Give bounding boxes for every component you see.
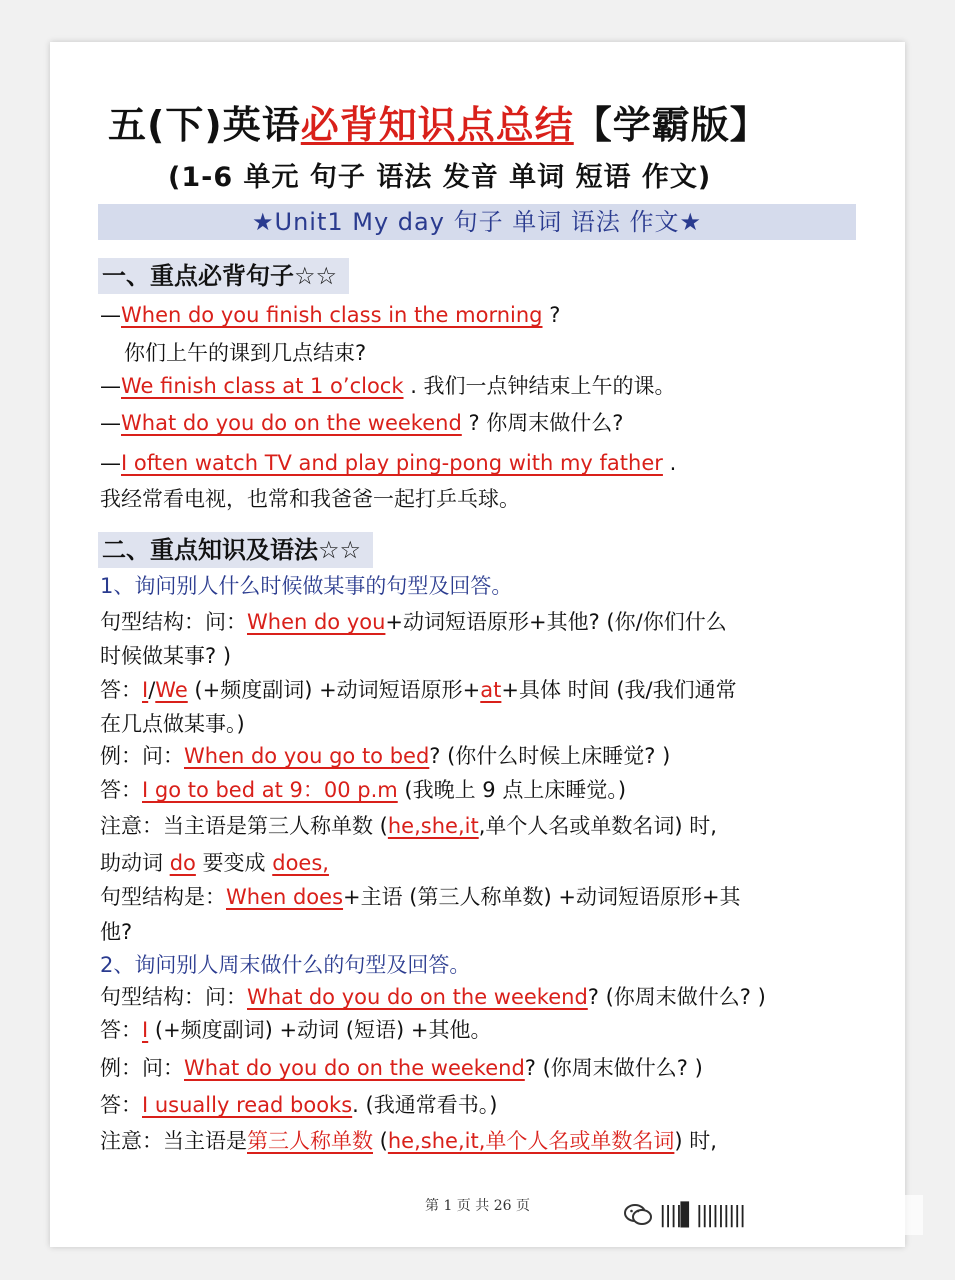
section2-heading: 二、重点知识及语法☆☆ <box>98 532 373 568</box>
sentence-3: —What do you do on the weekend ? 你周末做什么? <box>100 411 624 435</box>
point1-line4: 在几点做某事。) <box>100 712 245 736</box>
point1-note-cont: 助动词 do 要变成 does, <box>100 851 329 875</box>
point2-example-q: 例：问：What do you do on the weekend? (你周末做什么? ) <box>100 1056 703 1080</box>
page-subtitle: (1-6 单元 句子 语法 发音 单词 短语 作文) <box>168 162 712 193</box>
point2-note: 注意：当主语是第三人称单数 (he,she,it,单个人名或单数名词) 时, <box>100 1129 717 1153</box>
sentence-4: —I often watch TV and play ping-pong with my father . <box>100 451 677 475</box>
unit-banner: ★Unit1 My day 句子 单词 语法 作文★ <box>98 204 856 240</box>
point1-structure: 句型结构是：When does+主语 (第三人称单数) +动词短语原形+其 <box>100 885 741 909</box>
sentence-1: —When do you finish class in the morning ? <box>100 303 561 327</box>
sentence-1-translation: 你们上午的课到几点结束? <box>124 341 367 365</box>
point2-title: 2、询问别人周末做什么的句型及回答。 <box>100 953 471 977</box>
section1-heading: 一、重点必背句子☆☆ <box>98 258 349 294</box>
point1-title: 1、询问别人什么时候做某事的句型及回答。 <box>100 574 513 598</box>
point1-example-a: 答：I go to bed at 9：00 p.m (我晚上 9 点上床睡觉。) <box>100 778 627 802</box>
page-footer: 第 1 页 共 26 页 <box>425 1198 530 1214</box>
document-page <box>50 42 905 1247</box>
point2-line2: 答：I (+频度副词) +动词 (短语) +其他。 <box>100 1018 492 1042</box>
watermark <box>623 1195 923 1235</box>
sentence-4-translation: 我经常看电视，也常和我爸爸一起打乒乓球。 <box>100 487 520 511</box>
point2-example-a: 答：I usually read books. (我通常看书。) <box>100 1093 498 1117</box>
sentence-2: —We finish class at 1 o’clock . 我们一点钟结束上午的课。 <box>100 374 676 398</box>
point1-line3: 答：I/We (+频度副词) +动词短语原形+at+具体 时间 (我/我们通常 <box>100 678 737 702</box>
point2-line1: 句型结构：问：What do you do on the weekend? (你周末做什么? ) <box>100 985 766 1009</box>
point1-line2: 时候做某事? ) <box>100 644 232 668</box>
page-title: 五(下)英语必背知识点总结【学霸版】 <box>108 103 769 147</box>
wechat-icon <box>623 1202 653 1228</box>
point1-line1: 句型结构：问：When do you+动词短语原形+其他? (你/你们什么 <box>100 610 727 634</box>
watermark-text: ||||▌||||||||| <box>659 1202 745 1228</box>
point1-note: 注意：当主语是第三人称单数 (he,she,it,单个人名或单数名词) 时, <box>100 814 717 838</box>
point1-structure-cont: 他? <box>100 920 133 944</box>
point1-example-q: 例：问：When do you go to bed? (你什么时候上床睡觉? ) <box>100 744 671 768</box>
